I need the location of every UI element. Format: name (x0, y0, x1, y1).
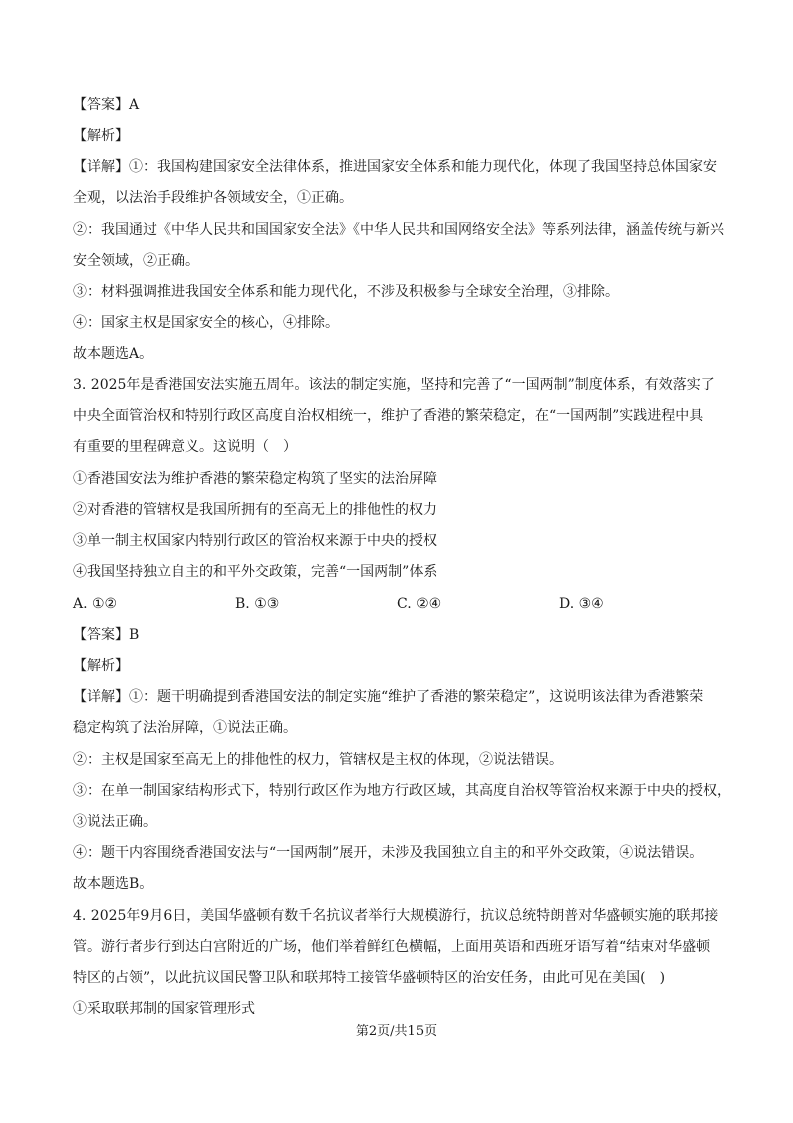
analysis-label-3: 【解析】 (73, 658, 129, 674)
detail-1-conclusion: 故本题选A。 (73, 346, 154, 362)
question-3-stem-line-3: 有重要的里程碑意义。这说明（ ） (73, 439, 297, 455)
question-3-item-1: ①香港国安法为维护香港的繁荣稳定构筑了坚实的法治屏障 (73, 471, 437, 487)
question-3-stem-line-1: 3. 2025年是香港国安法实施五周年。该法的制定实施，坚持和完善了“一国两制”制度体系，有效落实了 (73, 377, 715, 393)
option-c: C. ②④ (397, 596, 442, 612)
detail-3-line-4: ③：在单一制国家结构形式下，特别行政区作为地方行政区域，其高度自治权等管治权来源于中央的授权， (73, 783, 731, 799)
detail-3-line-6: ④：题干内容围绕香港国安法与“一国两制”展开，未涉及我国独立自主的和平外交政策，④说法错误。 (73, 845, 704, 861)
detail-1-line-1: 【详解】①：我国构建国家安全法律体系，推进国家安全体系和能力现代化，体现了我国坚持总体国家安 (73, 159, 717, 175)
question-3-item-4: ④我国坚持独立自主的和平外交政策，完善“一国两制”体系 (73, 564, 438, 580)
question-4-stem-line-2: 管。游行者步行到达白宫附近的广场，他们举着鲜红色横幅，上面用英语和西班牙语写着“结束对华盛顿 (73, 939, 711, 955)
question-3-item-2: ②对香港的管辖权是我国所拥有的至高无上的排他性的权力 (73, 502, 437, 518)
option-d: D. ③④ (559, 596, 604, 612)
option-a: A. ①② (73, 596, 118, 612)
detail-3-line-3: ②：主权是国家至高无上的排他性的权力，管辖权是主权的体现，②说法错误。 (73, 752, 563, 768)
question-3-options (73, 594, 725, 614)
question-4-stem-line-3: 特区的占领”，以此抗议国民警卫队和联邦特工接管华盛顿特区的治安任务，由此可见在美国( ) (73, 970, 666, 986)
detail-1-line-6: ④：国家主权是国家安全的核心，④排除。 (73, 315, 339, 331)
question-3-item-3: ③单一制主权国家内特别行政区的管治权来源于中央的授权 (73, 533, 437, 549)
option-b: B. ①③ (235, 596, 280, 612)
analysis-label-1: 【解析】 (73, 128, 129, 144)
detail-1-line-4: 安全领域，②正确。 (73, 253, 199, 269)
detail-3-line-2: 稳定构筑了法治屏障，①说法正确。 (73, 720, 297, 736)
question-3-stem-line-2: 中央全面管治权和特别行政区高度自治权相统一，维护了香港的繁荣稳定，在“一国两制”实践进程中具 (73, 408, 704, 424)
answer-label-3: 【答案】B (73, 627, 140, 643)
answer-label-1: 【答案】A (73, 97, 140, 113)
detail-1-line-3: ②：我国通过《中华人民共和国国家安全法》《中华人民共和国网络安全法》等系列法律，涵盖传统与新兴 (73, 222, 724, 238)
detail-3-conclusion: 故本题选B。 (73, 876, 154, 892)
page-footer: 第2页/共15页 (355, 1024, 438, 1039)
detail-1-line-5: ③：材料强调推进我国安全体系和能力现代化，不涉及积极参与全球安全治理，③排除。 (73, 284, 619, 300)
question-4-item-1: ①采取联邦制的国家管理形式 (73, 1001, 255, 1017)
detail-1-line-2: 全观，以法治手段维护各领域安全，①正确。 (73, 190, 353, 206)
detail-3-line-1: 【详解】①：题干明确提到香港国安法的制定实施“维护了香港的繁荣稳定”，这说明该法律为香港繁荣 (73, 689, 704, 705)
question-4-stem-line-1: 4. 2025年9月6日，美国华盛顿有数千名抗议者举行大规模游行，抗议总统特朗普对华盛顿实施的联邦接 (73, 908, 719, 924)
detail-3-line-5: ③说法正确。 (73, 814, 157, 830)
